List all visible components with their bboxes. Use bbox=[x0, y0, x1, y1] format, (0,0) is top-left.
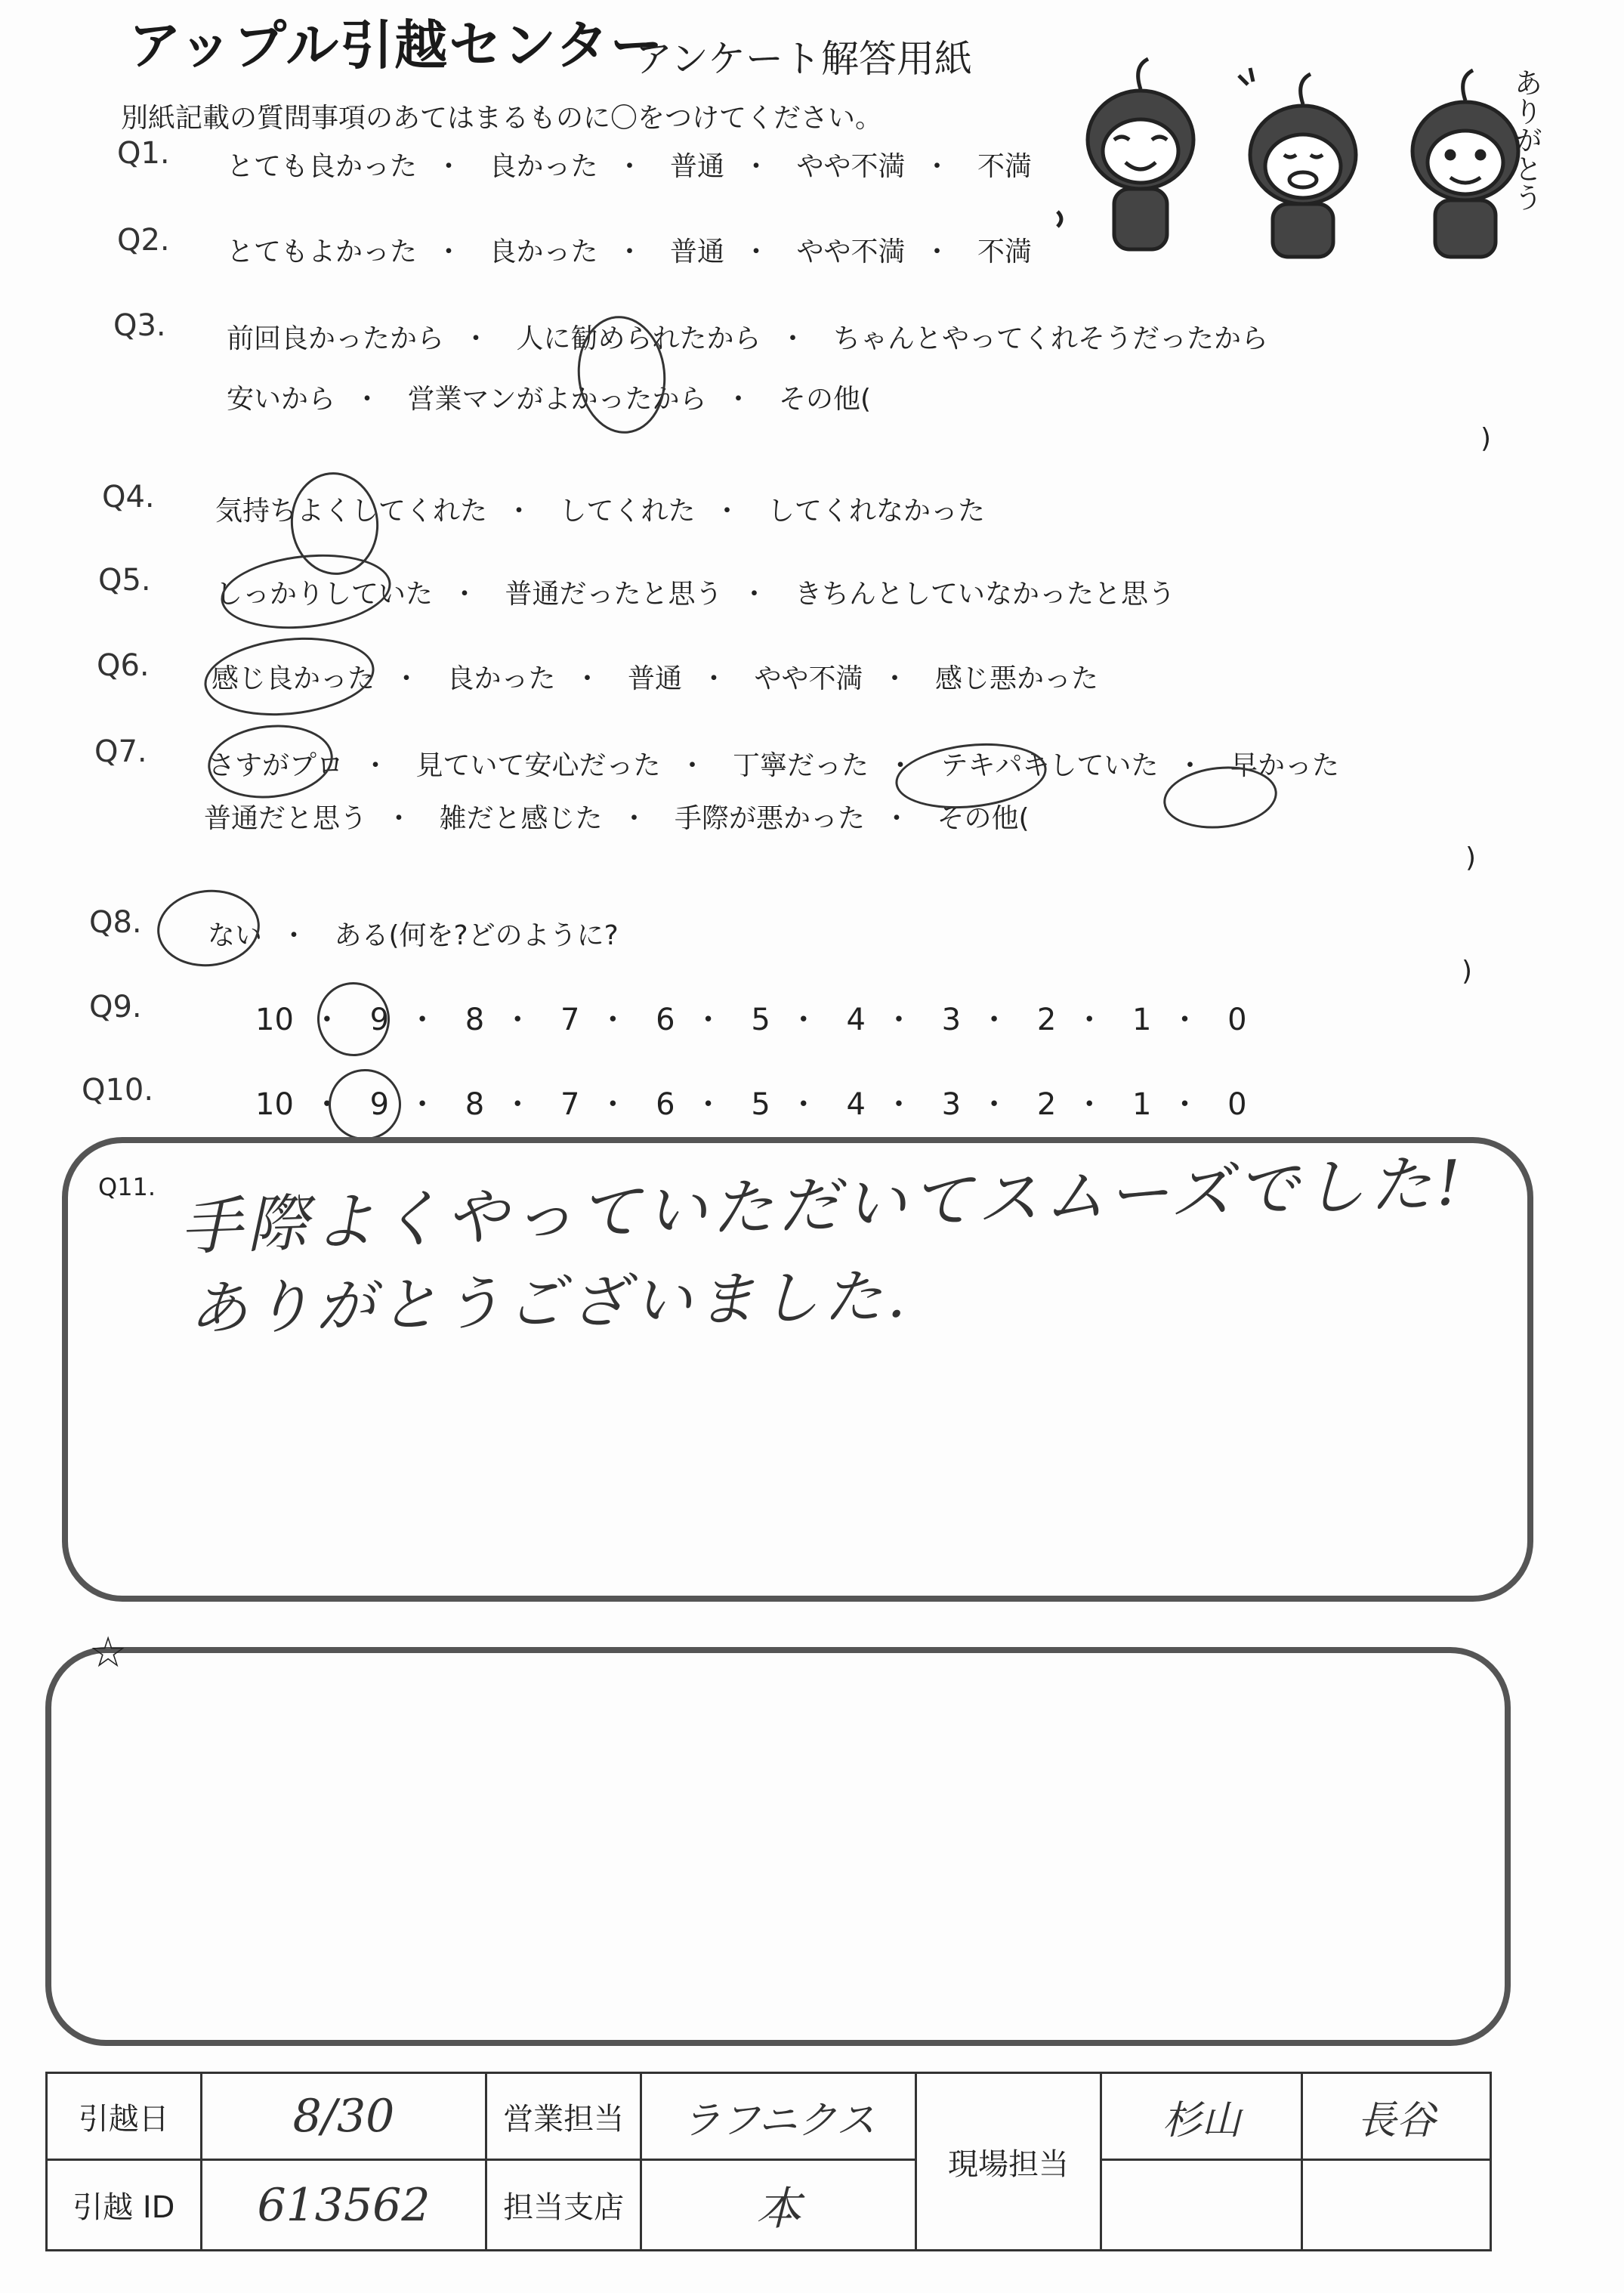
q3-option[interactable]: 安いから bbox=[227, 384, 336, 415]
q9-rating-scale: 10 ・ 9 ・ 8 ・ 7 ・ 6 ・ 5 ・ 4 ・ 3 ・ 2 ・ 1 ・ 0 bbox=[255, 1003, 1247, 1037]
q9-rating[interactable]: 6 bbox=[656, 1003, 675, 1037]
q3-option[interactable]: 営業マンがよかったから bbox=[407, 384, 707, 415]
q1-option[interactable]: 普通 bbox=[669, 151, 724, 182]
q11-handwritten-line: ありがとうございました. bbox=[188, 1262, 911, 1343]
move-id-value[interactable]: 613562 bbox=[201, 2160, 486, 2251]
q8-options: ない ・ ある(何を?どのように? bbox=[208, 920, 619, 951]
q3-close-paren: ) bbox=[1480, 423, 1492, 454]
q8-close-paren: ) bbox=[1462, 956, 1473, 987]
q2-option[interactable]: 普通 bbox=[669, 236, 724, 267]
q2-option[interactable]: 不満 bbox=[977, 236, 1032, 267]
q9-rating[interactable]: 4 bbox=[846, 1003, 866, 1037]
move-info-table bbox=[45, 2072, 1492, 2251]
move-date-label: 引越日 bbox=[47, 2073, 202, 2160]
q9-rating[interactable]: 0 bbox=[1227, 1003, 1247, 1037]
q2-label: Q2. bbox=[117, 223, 170, 258]
q7-option-other[interactable]: その他( bbox=[937, 803, 1030, 834]
q10-rating[interactable]: 2 bbox=[1036, 1087, 1057, 1122]
q7-option[interactable]: 丁寧だった bbox=[732, 750, 869, 781]
q5-option[interactable]: きちんとしていなかったと思う bbox=[794, 579, 1175, 610]
form-instruction: 別紙記載の質問事項のあてはまるものに〇をつけてください。 bbox=[121, 103, 883, 134]
answer-circle bbox=[200, 629, 378, 723]
form-subtitle: アンケート解答用紙 bbox=[634, 37, 972, 81]
q9-rating[interactable]: 2 bbox=[1036, 1003, 1057, 1037]
q10-rating[interactable]: 1 bbox=[1132, 1087, 1152, 1122]
q8-label: Q8. bbox=[89, 905, 142, 940]
sales-rep-value[interactable]: ラフニクス bbox=[641, 2073, 915, 2160]
q1-options: とても良かった ・ 良かった ・ 普通 ・ やや不満 ・ 不満 bbox=[227, 151, 1032, 182]
q2-option[interactable]: とてもよかった bbox=[227, 236, 418, 267]
answer-circle bbox=[325, 1065, 404, 1144]
q3-options-line2: 安いから ・ 営業マンがよかったから ・ その他( bbox=[227, 384, 872, 415]
q7-option[interactable]: 普通だと思う bbox=[204, 803, 368, 834]
q3-label: Q3. bbox=[113, 308, 166, 343]
site-staff-value-1[interactable]: 杉山 bbox=[1101, 2073, 1302, 2160]
q3-option[interactable]: 人に勧められたから bbox=[516, 323, 761, 354]
q10-rating[interactable]: 10 bbox=[255, 1087, 294, 1122]
q8-option[interactable]: ある(何を?どのように? bbox=[334, 920, 619, 951]
answer-circle bbox=[218, 546, 395, 636]
q4-option[interactable]: 気持ちよくしてくれた bbox=[215, 496, 488, 527]
star-icon: ☆ bbox=[89, 1628, 128, 1677]
q7-option[interactable]: テキパキしていた bbox=[940, 750, 1159, 781]
q1-label: Q1. bbox=[117, 136, 170, 171]
q6-option[interactable]: 感じ悪かった bbox=[934, 663, 1098, 694]
q10-rating[interactable]: 3 bbox=[941, 1087, 962, 1122]
extra-comment-box[interactable] bbox=[45, 1647, 1511, 2046]
monkey-mascots-illustration bbox=[1042, 45, 1564, 264]
q6-option[interactable]: 感じ良かった bbox=[211, 663, 375, 694]
q7-option[interactable]: 見ていて安心だった bbox=[415, 750, 661, 781]
q1-option[interactable]: 不満 bbox=[977, 151, 1032, 182]
site-staff-empty-cell[interactable] bbox=[1302, 2160, 1491, 2251]
branch-value[interactable]: 本 bbox=[641, 2160, 915, 2251]
q9-label: Q9. bbox=[89, 990, 142, 1024]
q1-option[interactable]: 良かった bbox=[489, 151, 598, 182]
q10-rating[interactable]: 0 bbox=[1227, 1087, 1247, 1122]
q11-handwritten-line: 手際よくやっていただいてスムーズでした! bbox=[178, 1147, 1467, 1264]
q6-option[interactable]: 良かった bbox=[446, 663, 556, 694]
q7-option[interactable]: さすがプロ bbox=[208, 750, 344, 781]
site-staff-empty-cell[interactable] bbox=[1101, 2160, 1302, 2251]
q5-option[interactable]: しっかりしていた bbox=[215, 579, 434, 610]
q8-option[interactable]: ない bbox=[208, 920, 263, 951]
branch-label: 担当支店 bbox=[486, 2160, 641, 2251]
q9-rating[interactable]: 3 bbox=[941, 1003, 962, 1037]
answer-circle bbox=[204, 719, 336, 805]
company-brand: アップル引越センター bbox=[128, 14, 665, 76]
q10-rating[interactable]: 7 bbox=[560, 1087, 580, 1122]
q1-option[interactable]: やや不満 bbox=[796, 151, 906, 182]
q7-options-line2: 普通だと思う ・ 雑だと感じた ・ 手際が悪かった ・ その他( bbox=[204, 803, 1030, 834]
q6-options: 感じ良かった ・ 良かった ・ 普通 ・ やや不満 ・ 感じ悪かった bbox=[211, 663, 1098, 694]
q7-options-line1: さすがプロ ・ 見ていて安心だった ・ 丁寧だった ・ テキパキしていた ・ 早かった bbox=[208, 750, 1339, 781]
q1-option[interactable]: とても良かった bbox=[227, 151, 418, 182]
q10-rating[interactable]: 8 bbox=[465, 1087, 485, 1122]
q7-option[interactable]: 手際が悪かった bbox=[674, 803, 865, 834]
q4-option[interactable]: してくれなかった bbox=[767, 496, 985, 527]
q5-option[interactable]: 普通だったと思う bbox=[505, 579, 723, 610]
q4-options: 気持ちよくしてくれた ・ してくれた ・ してくれなかった bbox=[215, 496, 985, 527]
q5-options: しっかりしていた ・ 普通だったと思う ・ きちんとしていなかったと思う bbox=[215, 579, 1175, 610]
q10-label: Q10. bbox=[82, 1073, 154, 1108]
q3-option[interactable]: ちゃんとやってくれそうだったから bbox=[832, 323, 1268, 354]
q6-label: Q6. bbox=[97, 648, 150, 683]
q6-option[interactable]: 普通 bbox=[627, 663, 682, 694]
q3-option-other[interactable]: その他( bbox=[778, 384, 872, 415]
move-id-label: 引越 ID bbox=[47, 2160, 202, 2251]
q10-rating-scale: 10 ・ 9 ・ 8 ・ 7 ・ 6 ・ 5 ・ 4 ・ 3 ・ 2 ・ 1 ・ 0 bbox=[255, 1087, 1247, 1122]
q10-rating[interactable]: 9 bbox=[369, 1087, 390, 1122]
q10-rating[interactable]: 5 bbox=[751, 1087, 770, 1122]
q9-rating[interactable]: 7 bbox=[560, 1003, 580, 1037]
q10-rating[interactable]: 4 bbox=[846, 1087, 866, 1122]
q7-option[interactable]: 雑だと感じた bbox=[439, 803, 603, 834]
answer-circle bbox=[313, 978, 394, 1059]
mascot-thanks-text: ありがとう bbox=[1509, 68, 1542, 212]
q3-options-line1: 前回良かったから ・ 人に勧められたから ・ ちゃんとやってくれそうだったから bbox=[227, 323, 1268, 354]
q10-rating[interactable]: 6 bbox=[656, 1087, 675, 1122]
sales-rep-label: 営業担当 bbox=[486, 2073, 641, 2160]
q9-rating[interactable]: 5 bbox=[751, 1003, 770, 1037]
q9-rating[interactable]: 10 bbox=[255, 1003, 294, 1037]
q6-option[interactable]: やや不満 bbox=[754, 663, 863, 694]
q4-option[interactable]: してくれた bbox=[559, 496, 696, 527]
site-staff-label: 現場担当 bbox=[916, 2073, 1101, 2251]
q7-label: Q7. bbox=[94, 734, 147, 769]
q9-rating[interactable]: 8 bbox=[465, 1003, 485, 1037]
q4-label: Q4. bbox=[102, 480, 155, 515]
move-date-value[interactable]: 8/30 bbox=[201, 2073, 486, 2160]
q9-rating[interactable]: 9 bbox=[369, 1003, 390, 1037]
q11-label: Q11. bbox=[98, 1173, 156, 1201]
q2-options: とてもよかった ・ 良かった ・ 普通 ・ やや不満 ・ 不満 bbox=[227, 236, 1032, 267]
q5-label: Q5. bbox=[98, 563, 151, 598]
site-staff-value-2[interactable]: 長谷 bbox=[1302, 2073, 1491, 2160]
q2-option[interactable]: 良かった bbox=[489, 236, 598, 267]
q3-option[interactable]: 前回良かったから bbox=[227, 323, 445, 354]
q7-option[interactable]: 早かった bbox=[1230, 750, 1339, 781]
q7-close-paren: ) bbox=[1465, 842, 1477, 873]
q2-option[interactable]: やや不満 bbox=[796, 236, 906, 267]
answer-circle bbox=[153, 885, 264, 972]
q9-rating[interactable]: 1 bbox=[1132, 1003, 1152, 1037]
